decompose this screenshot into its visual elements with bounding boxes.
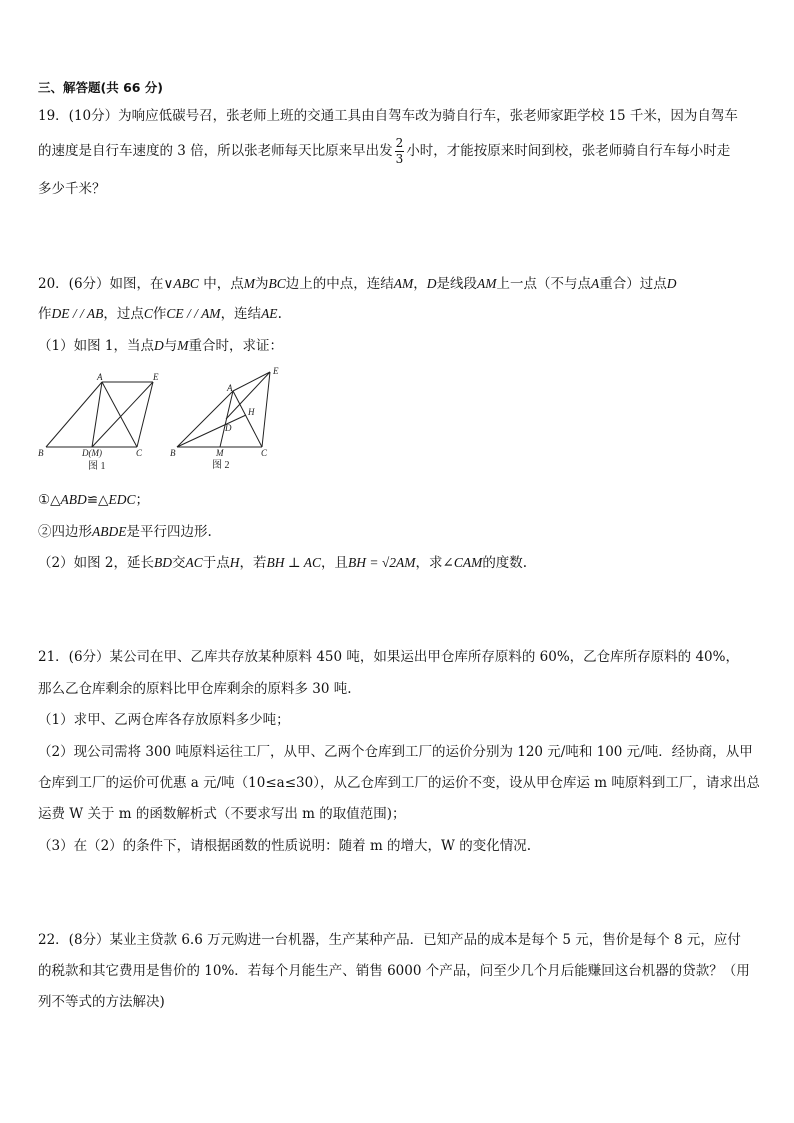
- t: 边上的中点，连结: [285, 276, 394, 292]
- label-B: B: [38, 448, 44, 458]
- seg-BA: [177, 391, 233, 447]
- label-H: H: [248, 407, 255, 417]
- t: 是线段: [436, 276, 477, 292]
- t: 作: [152, 306, 167, 322]
- math: M: [177, 338, 189, 353]
- label-A: A: [227, 383, 233, 393]
- math: M: [243, 276, 255, 291]
- math: BC: [268, 276, 286, 291]
- math: A: [590, 276, 600, 291]
- q20-part-1: [38, 334, 283, 354]
- figure-1-caption: 图 1: [88, 461, 106, 472]
- q21-part-3: （3）在（2）的条件下，请根据函数的性质说明：随着 m 的增大，W 的变化情况.: [38, 838, 532, 854]
- fraction-denominator: 3: [395, 152, 404, 166]
- t: 重合）过点: [599, 276, 667, 292]
- t: ，过点: [103, 306, 144, 322]
- q20-part-2: [38, 551, 527, 571]
- label-B: B: [170, 448, 176, 458]
- math: AB: [86, 306, 104, 321]
- q21-part-2-line-3: 运费 W 关于 m 的函数解析式（不要求写出 m 的取值范围)；: [38, 806, 406, 822]
- math: BH: [266, 555, 285, 570]
- math: CAM: [453, 555, 483, 570]
- seg-CE: [262, 372, 270, 447]
- q21-line-1: 21．(6分）某公司在甲、乙库共存放某种原料 450 吨，如果运出甲仓库所存原料的 60%，乙仓库所存原料的 40%，: [38, 649, 739, 665]
- t: 于点: [202, 555, 230, 571]
- math: ABD: [60, 492, 87, 507]
- q19-line-1: 19．(10分）为响应低碳号召，张老师上班的交通工具由自驾车改为骑自行车，张老师家距学校 15 千米，因为自驾车: [38, 108, 738, 124]
- t: （2）如图 2，延长: [38, 555, 154, 571]
- t: 是平行四边形.: [126, 524, 212, 540]
- seg-AC: [102, 382, 137, 447]
- t: 重合时，求证：: [188, 338, 283, 354]
- t: .: [277, 306, 282, 322]
- t: 作: [38, 306, 52, 322]
- fraction-numerator: 2: [395, 136, 404, 150]
- q19-line-2: [38, 136, 730, 167]
- math: AC: [303, 555, 321, 570]
- math: D: [153, 338, 164, 353]
- label-E: E: [153, 372, 159, 382]
- q21-line-2: 那么乙仓库剩余的原料比甲仓库剩余的原料多 30 吨.: [38, 681, 352, 697]
- fraction-two-thirds: [395, 136, 405, 167]
- t: ；: [135, 492, 149, 508]
- q20-claim-1: [38, 488, 149, 508]
- q21-part-2-line-2: 仓库到工厂的运价可优惠 a 元/吨（10≤a≤30），从乙仓库到工厂的运价不变，设从甲仓库运 m 吨原料到工厂，请求出总: [38, 775, 760, 791]
- math: AM: [201, 306, 221, 321]
- math: C: [143, 306, 153, 321]
- q21-part-2-line-1: （2）现公司需将 300 吨原料运往工厂，从甲、乙两个仓库到工厂的运价分别为 120 元/吨和 100 元/吨．经协商，从甲: [38, 744, 753, 760]
- math: BH: [347, 555, 366, 570]
- q19-line-3: 多少千米？: [38, 181, 106, 197]
- math: AM: [393, 276, 414, 291]
- t: ≌△: [86, 492, 109, 508]
- figure-1: [36, 372, 166, 472]
- math: AM: [396, 555, 416, 570]
- q19-line-2-start: 的速度是自行车速度的 3 倍，所以张老师每天比原来早出发: [38, 143, 393, 159]
- math: CE: [166, 306, 184, 321]
- math: DE: [51, 306, 70, 321]
- t: 的度数.: [482, 555, 528, 571]
- label-C: C: [136, 448, 143, 458]
- t: 中，点: [198, 276, 244, 292]
- q22-line-1: 22．(8分）某业主贷款 6.6 万元购进一台机器，生产某种产品．已知产品的成本是每个 5 元，售价是每个 8 元，应付: [38, 932, 741, 948]
- seg-BH: [177, 415, 246, 447]
- math: AE: [261, 306, 278, 321]
- t: ，且: [320, 555, 348, 571]
- label-DM: D(M): [82, 448, 102, 458]
- math: ⊥: [284, 555, 304, 570]
- t: ①△: [38, 492, 61, 508]
- t: ，若: [239, 555, 267, 571]
- t: ，求∠: [415, 555, 454, 571]
- label-D: D: [225, 423, 232, 433]
- section-title: 三、解答题(共 66 分): [38, 80, 164, 95]
- math: AM: [476, 276, 497, 291]
- math: ABDE: [92, 524, 127, 539]
- seg-CE: [137, 382, 153, 447]
- label-E: E: [273, 366, 279, 376]
- seg-ME: [92, 382, 153, 447]
- math: / /: [69, 306, 87, 321]
- t: 上一点（不与点: [496, 276, 591, 292]
- figure-2: [166, 364, 296, 472]
- t: ②四边形: [38, 524, 92, 540]
- q20-line-1: [38, 272, 676, 292]
- math: D: [426, 276, 437, 291]
- t: 与: [163, 338, 178, 354]
- t: 20．(6分）如图，在∨: [38, 276, 174, 292]
- math: EDC: [108, 492, 136, 507]
- label-C: C: [261, 448, 268, 458]
- q20-line-2: [38, 302, 282, 322]
- math: ABC: [173, 276, 199, 291]
- q19-line-2-end: 小时，才能按原来时间到校，张老师骑自行车每小时走: [406, 143, 731, 159]
- label-M: M: [216, 448, 224, 458]
- math: AC: [185, 555, 203, 570]
- t: ，连结: [220, 306, 262, 322]
- t: （1）如图 1，当点: [38, 338, 154, 354]
- figure-2-caption: 图 2: [212, 460, 230, 471]
- t: ，: [413, 276, 427, 292]
- seg-AE: [233, 372, 270, 391]
- math: = √2: [365, 555, 396, 570]
- q21-part-1: （1）求甲、乙两仓库各存放原料多少吨；: [38, 712, 290, 728]
- t: 交: [171, 555, 186, 571]
- math: H: [229, 555, 240, 570]
- q22-line-2: 的税款和其它费用是售价的 10%．若每个月能生产、销售 6000 个产品，问至少几个月后能赚回这台机器的贷款？（用: [38, 963, 750, 979]
- label-A: A: [97, 372, 103, 382]
- t: 为: [254, 276, 269, 292]
- math: / /: [183, 306, 202, 321]
- q22-line-3: 列不等式的方法解决): [38, 994, 165, 1010]
- math: D: [666, 276, 677, 291]
- math: BD: [153, 555, 172, 570]
- q20-claim-2: [38, 520, 212, 540]
